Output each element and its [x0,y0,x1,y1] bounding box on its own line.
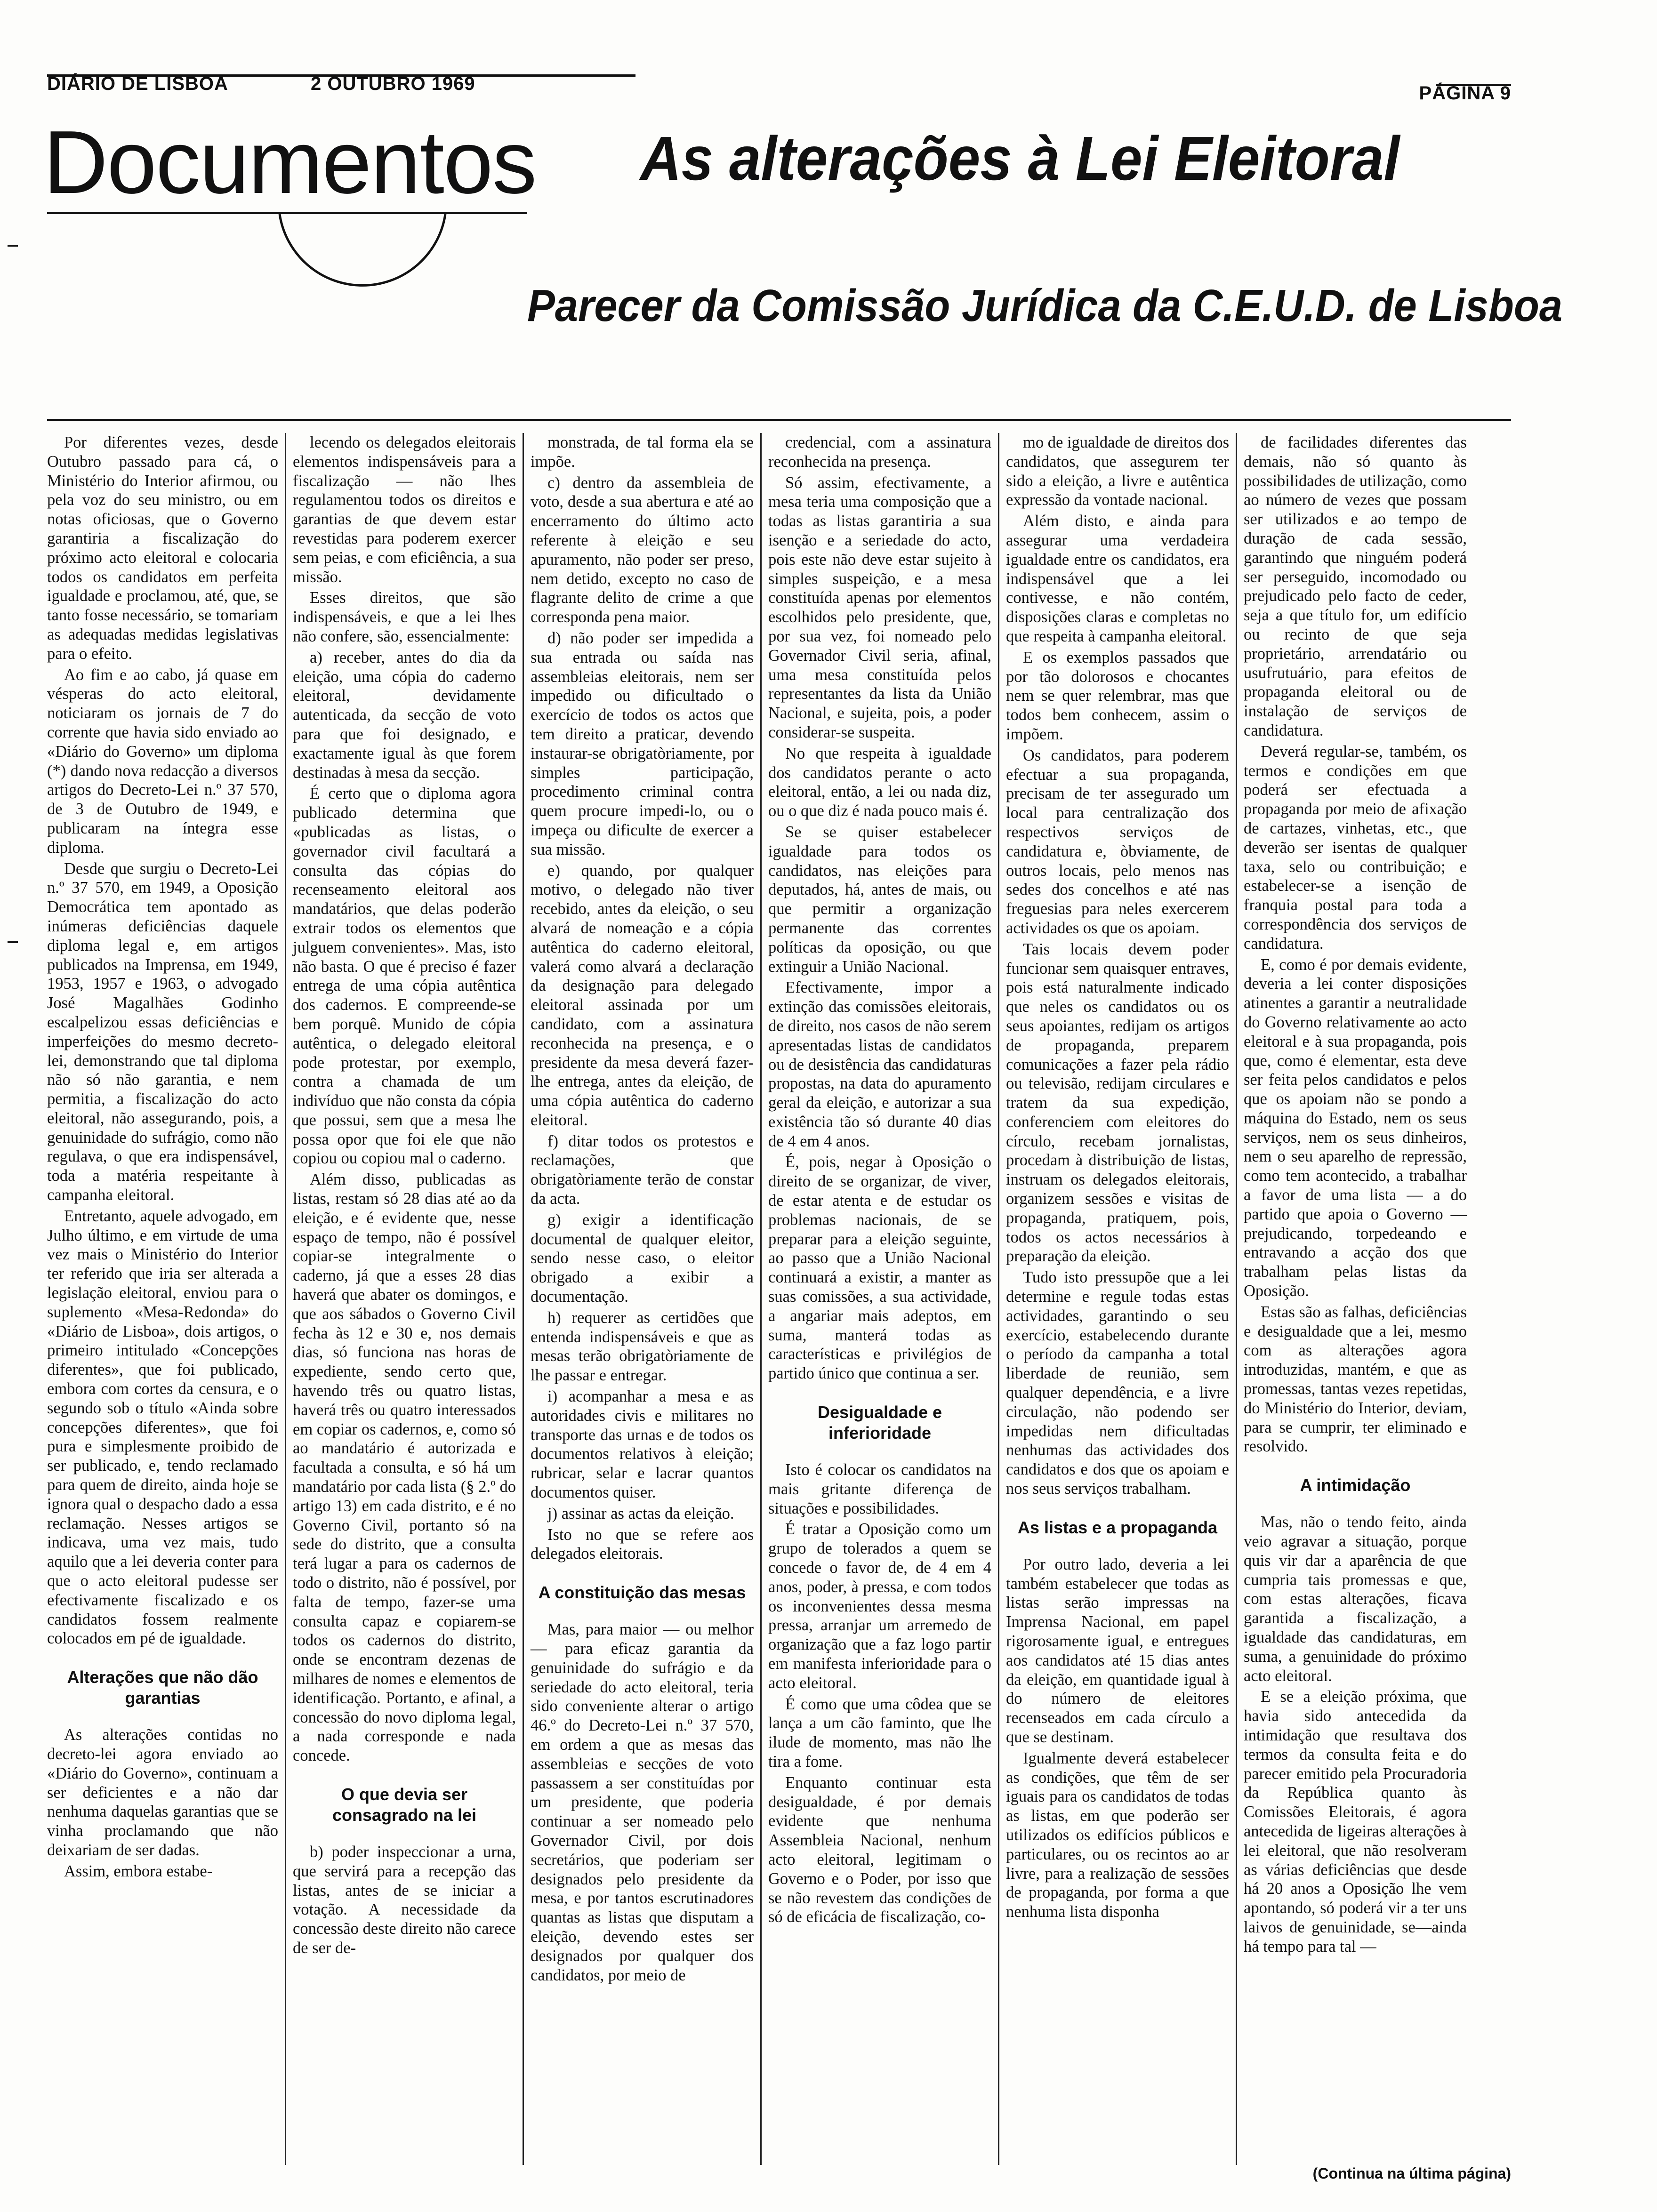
paragraph: f) ditar todos os protestos e reclamações, que obrigatòriamente terão de constar da acta. [531,1132,754,1208]
subheadline: Parecer da Comissão Jurídica da C.E.U.D. de Lisboa [527,281,1562,331]
paragraph: Entretanto, aquele advogado, em Julho último, e em virtude de uma vez mais o Ministério do Interior ter referido que iria ser alterada a legislação eleitoral, enviou para o suplemento «Mesa-Redonda» do «Diário de Lisboa», dois artigos, o primeiro intitulado «Concepções diferentes», que foi publicado, embora com cortes da censura, e o segundo sob o título «Ainda sobre concepções diferentes», que foi pura e simplesmente proibido de ser publicado, e, tendo reclamado para quem de direito, ainda hoje se ignora qual o despacho dado a essa reclamação. Nesses artigos se indicava, uma vez mais, tudo aquilo que a lei deveria conter para que o acto eleitoral pudesse ser efectivamente fiscalizado e os candidatos fossem realmente colocados em pé de igualdade. [47,1207,278,1648]
paragraph: Estas são as falhas, deficiências e desigualdade que a lei, mesmo com as alterações agora introduzidas, mantém, e que as promessas, tantas vezes repetidas, do Ministério do Interior, deviam, para se cumprir, ter eliminado e resolvido. [1244,1303,1467,1456]
paragraph: Mas, não o tendo feito, ainda veio agravar a situação, porque quis vir dar a aparência de que cumpria tais promessas e que, com estas alterações, ficava garantida a fiscalização, a igualdade das candidaturas, em suma, a genuinidade do próximo acto eleitoral. [1244,1513,1467,1685]
subsection-heading: Alterações que não dão garantias [67,1667,258,1708]
paragraph: É, pois, negar à Oposição o direito de se organizar, de viver, de estar atenta e de estudar os problemas nacionais, de se preparar para a eleição seguinte, ao passo que a União Nacional continuará a existir, a manter as suas comissões, a sua actividade, a angariar mais adeptos, em suma, manterá todas as características e privilégios de partido único que continua a ser. [768,1153,991,1383]
paragraph: E os exemplos passados que por tão dolorosos e chocantes nem se quer relembrar, mas que todos bem conhecem, assim o impõem. [1006,648,1229,743]
paragraph: Igualmente deverá estabelecer as condições, que têm de ser iguais para os candidatos de todas as listas, em que poderão ser utilizados os edifícios públicos e particulares, ou os recintos ao ar livre, para a realização de sessões de propaganda, por forma a que nenhuma lista disponha [1006,1749,1229,1921]
paragraph: Tais locais devem poder funcionar sem quaisquer entraves, pois está naturalmente indicado que neles os candidatos ou os seus apoiantes, redijam os artigos de propaganda, preparem comunicações a fazer pela rádio ou televisão, redijam circulares e tratem da sua expedição, conferenciem com eleitores do círculo, recebam jornalistas, procedam à distribuição de listas, instruam os delegados eleitorais, organizem sessões e visitas de propaganda, pratiquem, pois, todos os actos necessários à preparação da eleição. [1006,940,1229,1266]
article-column [1236,433,1473,2165]
paragraph: de facilidades diferentes das demais, não só quanto às possibilidades de utilização, como ao número de vezes que possam ser utilizados e ao tempo de duração de cada sessão, garantindo que ninguém poderá ser perseguido, incomodado ou prejudicado pelo facto de ceder, seja a que título for, um edifício ou recinto de que seja proprietário, arrendatário ou usufrutuário, para efeitos de propaganda eleitoral ou de instalação de serviços de candidatura. [1244,433,1467,739]
paragraph: b) poder inspeccionar a urna, que servirá para a recepção das listas, antes de se iniciar a votação. A necessidade da concessão deste direito não carece de ser de- [293,1843,516,1957]
paragraph: credencial, com a assinatura reconhecida na presença. [768,433,991,471]
paragraph: Ao fim e ao cabo, já quase em vésperas do acto eleitoral, noticiaram os jornais de 7 do corrente que havia sido enviado ao «Diário do Governo» um diploma (*) dando nova redacção a diversos artigos do Decreto-Lei n.º 37 570, de 3 de Outubro de 1949, e publicaram na íntegra esse diploma. [47,665,278,857]
paragraph: c) dentro da assembleia de voto, desde a sua abertura e até ao encerramento do último acto referente à eleição e seu apuramento, não poder ser preso, nem detido, excepto no caso de flagrante delito de crime a que corresponda pena maior. [531,473,754,626]
page-number: PÁGINA 9 [1419,83,1511,104]
paragraph: Deverá regular-se, também, os termos e condições em que poderá ser efectuada a propaganda por meio de afixação de cartazes, vinhetas, etc., que deverão ser isentas de qualquer taxa, selo ou contribuição; e estabelecer-se a isenção de franquia postal para toda a correspondência dos serviços de candidatura. [1244,742,1467,953]
section-title: Documentos [43,112,536,212]
article-column [285,433,523,2165]
paragraph: a) receber, antes do dia da eleição, uma cópia do caderno eleitoral, devidamente autenticada, da secção de voto para que foi designado, e exactamente igual às que forem destinadas à mesa da secção. [293,648,516,782]
paragraph: Enquanto continuar esta desigualdade, é por demais evidente que nenhuma Assembleia Nacional, nenhum acto eleitoral, legitimam o Governo e o Poder, por isso que se não revestem das condições de só de eficácia de fiscalização, co- [768,1773,991,1926]
subsection-heading: Desigualdade e inferioridade [817,1403,942,1443]
article-column [523,433,760,2165]
paragraph: g) exigir a identificação documental de qualquer eleitor, sendo nesse caso, o eleitor obrigado a exibir a documentação. [531,1210,754,1306]
subsection-heading: A constituição das mesas [538,1583,746,1603]
paragraph: mo de igualdade de direitos dos candidatos, que assegurem ter sido a eleição, a livre e autêntica expressão da vontade nacional. [1006,433,1229,509]
decorative-arc [278,214,447,355]
paragraph: É como que uma côdea que se lança a um cão faminto, que lhe ilude de momento, mas não lhe tira a fome. [768,1695,991,1771]
paragraph: Isto no que se refere aos delegados eleitorais. [531,1525,754,1563]
paragraph: No que respeita à igualdade dos candidatos perante o acto eleitoral, então, a lei ou nada diz, ou o que diz é nada pouco mais é. [768,744,991,820]
paragraph: j) assinar as actas da eleição. [547,1504,734,1523]
paragraph: Se se quiser estabelecer igualdade para todos os candidatos, nas eleições para deputados, há, antes de mais, ou que permitir a organização permanente das correntes políticas da oposição, ou que extinguir a União Nacional. [768,823,991,976]
paragraph: É certo que o diploma agora publicado determina que «publicadas as listas, o governador civil facultará a consulta das cópias do recenseamento eleitoral aos mandatários, que delas poderão extrair todos os elementos que julguem convenientes». Mas, isto não basta. O que é preciso é fazer entrega de uma cópia autêntica dos cadernos. E compreende-se bem porquê. Munido de cópia autêntica, o delegado eleitoral pode protestar, por exemplo, contra a chamada de um indivíduo que não consta da cópia que possui, sem que a mesa lhe possa opor que foi ele que não copiou ou copiou mal o caderno. [293,785,516,1168]
margin-tick [8,941,18,943]
paragraph: Mas, para maior — ou melhor — para eficaz garantia da genuinidade do sufrágio e da seriedade do acto eleitoral, teria sido conveniente alterar o artigo 46.º do Decreto-Lei n.º 37 570, em ordem a que as mesas das assembleias e secções de voto passassem a ser constituídas por um presidente, que poderia continuar a ser nomeado pelo Governador Civil, por dois secretários, que poderiam ser designados pelo presidente da mesa, e por tantos escrutinadores quantas as listas que disputam a eleição, devendo estes ser designados por qualquer dos candidatos, por meio de [531,1620,754,1984]
paragraph: Só assim, efectivamente, a mesa teria uma composição que a todas as listas garantiria a sua isenção e a seriedade do acto, pois este não deve estar sujeito à simples suspeição, e a mesa constituída apenas por elementos escolhidos pelo presidente, que, por sua vez, foi nomeado pelo Governador Civil seria, afinal, uma mesa constituída pelos representantes da lista da União Nacional, e sujeita, pois, a poder considerar-se suspeita. [768,473,991,741]
paragraph: Por diferentes vezes, desde Outubro passado para cá, o Ministério do Interior afirmou, ou pela voz do seu ministro, ou em notas oficiosas, que o Governo garantiria a fiscalização do próximo acto eleitoral e colocaria todos os candidatos em perfeita igualdade e proclamou, até, que, se tanto fosse necessário, se tomariam as adequadas medidas legislativas para o efeito. [47,433,278,663]
article-column [47,433,285,2165]
margin-tick [8,245,18,247]
headline: As alterações à Lei Eleitoral [640,124,1400,193]
paragraph: e) quando, por qualquer motivo, o delegado não tiver recebido, antes da eleição, o seu alvará de nomeação e a cópia autêntica do caderno eleitoral, valerá como alvará a declaração da designação para delegado eleitoral assinada por um candidato, com a assinatura reconhecida na presença, e o presidente da mesa deverá fazer-lhe entrega, antes da eleição, de uma cópia autêntica do caderno eleitoral. [531,861,754,1129]
subsection-heading: As listas e a propaganda [1017,1517,1218,1537]
paragraph: E, como é por demais evidente, deveria a lei conter disposições atinentes a garantir a neutralidade do Governo relativamente ao acto eleitoral e à sua propaganda, pois que, como é elementar, esta deve ser feita pelos candidatos e pelos que os apoiam não se pondo a máquina do Estado, nem os seus serviços, nem os seus dinheiros, nem o seu aparelho de repressão, como tem acontecido, a trabalhar a favor de uma lista — a do partido que apoia o Governo — prejudicando, torpedeando e entravando a acção dos que trabalham pelas listas da Oposição. [1244,955,1467,1300]
continued-note: (Continua na última página) [1312,2165,1511,2182]
article-column [760,433,998,2165]
paragraph: monstrada, de tal forma ela se impõe. [531,433,754,471]
paragraph: E se a eleição próxima, que havia sido antecedida da intimidação que resultava dos termos da consulta feita e do parecer emitido pela Procuradoria da República quanto às Comissões Eleitorais, é agora antecedida de ligeiras alterações à lei eleitoral, que não resolveram as várias deficiências que desde há 20 anos a Oposição lhe vem apontando, só poderá vir a ter uns laivos de genuinidade, se—ainda há tempo para tal — [1244,1688,1467,1956]
publication-name: DIÁRIO DE LISBOA [47,73,228,94]
paragraph: Tudo isto pressupõe que a lei determine e regule todas estas actividades, garantindo o seu exercício, estabelecendo durante o período da campanha a total liberdade de reunião, sem qualquer dependência, e a livre circulação, não podendo ser impedidas nem dificultadas nenhumas das actividades dos candidatos e dos que os apoiam e nos seus serviços trabalham. [1006,1268,1229,1498]
body-top-rule [47,419,1511,421]
paragraph: As alterações contidas no decreto-lei agora enviado ao «Diário do Governo», continuam a ser deficientes e a não dar nenhuma daquelas garantias que se vinha proclamando que não deixariam de ser dadas. [47,1726,278,1859]
paragraph: Esses direitos, que são indispensáveis, e que a lei lhes não confere, são, essencialmente: [293,589,516,645]
masthead-rule [47,74,635,77]
subsection-heading: A intimidação [1300,1475,1411,1495]
masthead [47,43,1511,104]
paragraph: Efectivamente, impor a extinção das comissões eleitorais, de direito, nos casos de não serem apresentadas listas de candidatos ou de desistência das candidaturas propostas, na data do apuramento geral da eleição, e autorizar a sua existência tão só durante 40 dias de 4 em 4 anos. [768,978,991,1150]
article-columns [47,433,1511,2165]
paragraph: Assim, embora estabe- [64,1862,213,1880]
article-column [998,433,1236,2165]
paragraph: Desde que surgiu o Decreto-Lei n.º 37 570, em 1949, a Oposição Democrática tem apontado as inúmeras deficiências daquele diploma legal e, em artigos publicados na Imprensa, em 1949, 1953, 1957 e 1963, o advogado José Magalhães Godinho escalpelizou essas deficiências e imperfeições do mesmo decreto-lei, demonstrando que tal diploma não só não garantia, e nem permitia, a fiscalização do acto eleitoral, não assegurando, pois, a genuinidade do sufrágio, como não regulava, o que era indispensável, toda a matéria respeitante à campanha eleitoral. [47,859,278,1204]
paragraph: i) acompanhar a mesa e as autoridades civis e militares no transporte das urnas e de todos os documentos relativos à eleição; rubricar, selar e lacrar quantos documentos quiser. [531,1387,754,1502]
paragraph: Os candidatos, para poderem efectuar a sua propaganda, precisam de ter assegurado um local para centralização dos respectivos serviços de candidatura e, òbviamente, de outros locais, pelo menos nas sedes dos concelhos e até nas freguesias para neles exercerem actividades os que os apoiam. [1006,746,1229,937]
paragraph: É tratar a Oposição como um grupo de tolerados a quem se concede o favor de, de 4 em 4 anos, poder, à pressa, e com todos os inconvenientes dessa mesma pressa, arranjar um arremedo de organização que a faz logo partir em manifesta inferioridade para o acto eleitoral. [768,1520,991,1692]
masthead-rule-right [1436,84,1511,86]
paragraph: Além disto, e ainda para assegurar uma verdadeira igualdade entre os candidatos, era indispensável que a lei contivesse, e não contém, disposições claras e completas no que respeita à campanha eleitoral. [1006,512,1229,645]
paragraph: Isto é colocar os candidatos na mais gritante diferença de situações e possibilidades. [768,1461,991,1517]
paragraph: d) não poder ser impedida a sua entrada ou saída nas assembleias eleitorais, nem ser impedido ou dificultado o exercício de todos os actos que tem direito a praticar, devendo instaurar-se obrigatòriamente, por simples participação, procedimento criminal contra quem procure impedi-lo, ou o impeça ou dificulte de exercer a sua missão. [531,629,754,858]
issue-date: 2 OUTUBRO 1969 [311,73,475,94]
paragraph: Além disso, publicadas as listas, restam só 28 dias até ao da eleição, e é evidente que, nesse espaço de tempo, não é possível copiar-se integralmente o caderno, já que a esses 28 dias haverá que abater os domingos, e que aos sábados o Governo Civil fecha às 12 e 30 e, nos demais dias, só funciona nas horas de expediente, sendo certo que, havendo três ou quatro listas, haverá três ou quatro interessados em copiar os cadernos, e, como só ao mandatário é autorizada e facultada a consulta, e só há um mandatário por cada lista (§ 2.º do artigo 13) em cada distrito, e é no Governo Civil, portanto só na sede do distrito, que a consulta terá lugar a para os cadernos de todo o distrito, não é possível, por falta de tempo, fazer-se uma consulta capaz e copiarem-se todos os cadernos do distrito, onde se encontram dezenas de milhares de nomes e elementos de identificação. Portanto, e afinal, a concessão do novo diploma legal, a nada corresponde e nada concede. [293,1170,516,1765]
subsection-heading: O que devia ser consagrado na lei [332,1784,477,1825]
paragraph: lecendo os delegados eleitorais elementos indispensáveis para a fiscalização — não lhes regulamentou todos os direitos e garantias de que devem estar revestidas para poderem exercer sem peias, e com eficiência, a sua missão. [293,433,516,586]
paragraph: Por outro lado, deveria a lei também estabelecer que todas as listas serão impressas na Imprensa Nacional, em papel rigorosamente igual, e entregues aos candidatos até 15 dias antes da eleição, em quantidade igual à do número de eleitores recenseados em cada círculo a que se destinam. [1006,1555,1229,1746]
paragraph: h) requerer as certidões que entenda indispensáveis e que as mesas terão obrigatòriamente de lhe passar e entregar. [531,1308,754,1385]
